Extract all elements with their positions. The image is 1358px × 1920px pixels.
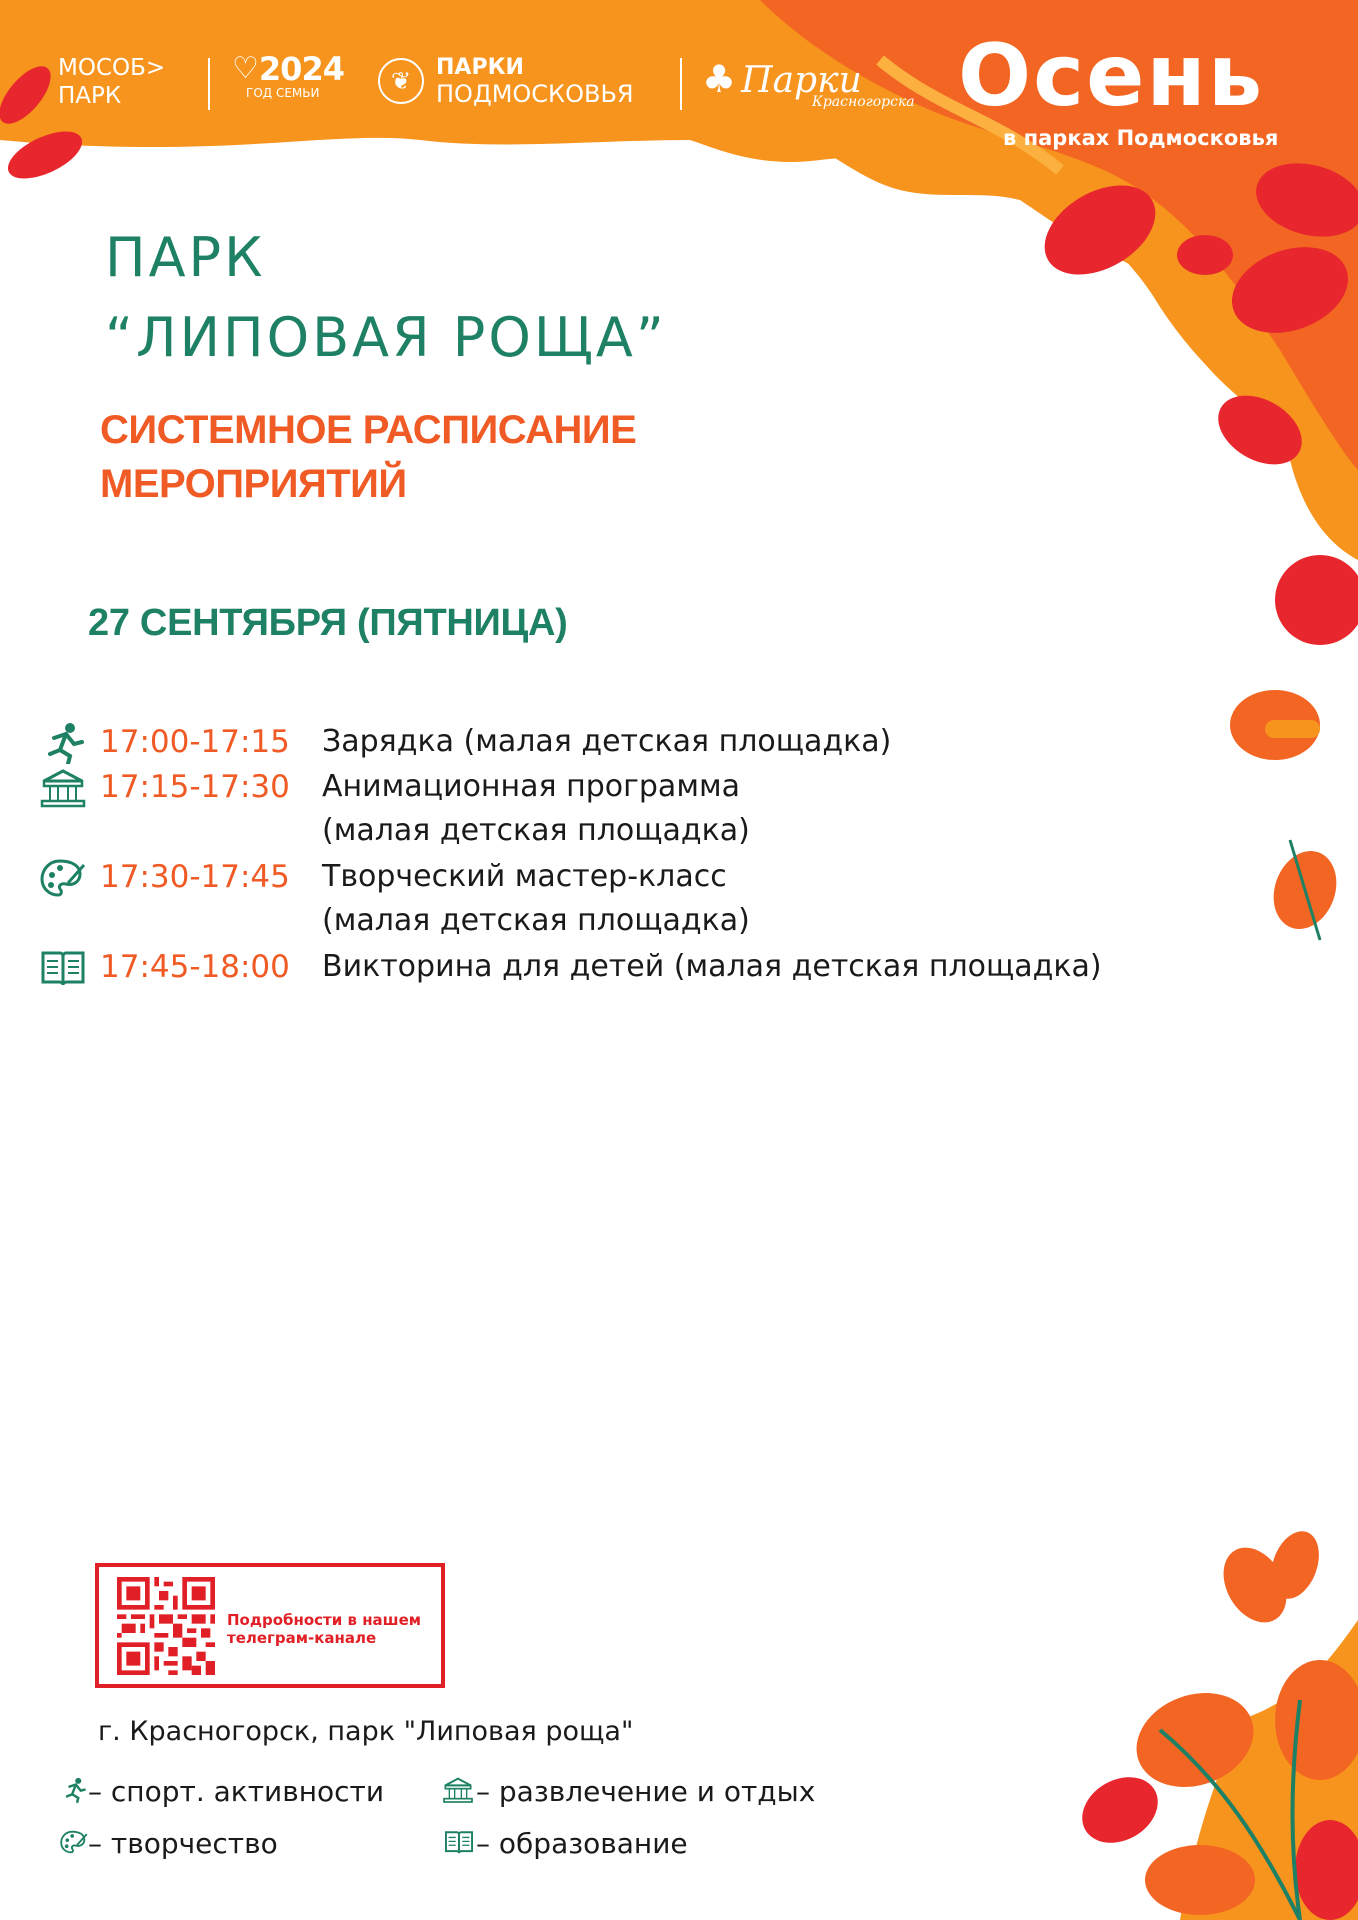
schedule-date: 27 СЕНТЯБРЯ (ПЯТНИЦА) bbox=[88, 602, 568, 644]
logo-main: Парки bbox=[741, 60, 862, 101]
event-title-line: (малая детская площадка) bbox=[322, 903, 750, 938]
legend-label: – спорт. активности bbox=[88, 1775, 385, 1808]
running-person-icon bbox=[40, 722, 86, 764]
logo-line: ПОДМОСКОВЬЯ bbox=[436, 80, 634, 108]
palette-icon bbox=[40, 857, 86, 899]
title-line: “ЛИПОВАЯ РОЩА” bbox=[105, 306, 667, 369]
legend-label: – творчество bbox=[88, 1827, 278, 1860]
qr-code[interactable] bbox=[113, 1577, 219, 1675]
legend-label: – образование bbox=[476, 1827, 688, 1860]
year-of-family-logo bbox=[232, 52, 344, 100]
page-title bbox=[105, 218, 667, 378]
autumn-festival-logo bbox=[958, 26, 1338, 150]
event-title-line: Анимационная программа bbox=[322, 769, 740, 804]
schedule-item bbox=[40, 945, 1240, 989]
event-title bbox=[322, 765, 750, 853]
schedule-item bbox=[40, 765, 1240, 853]
event-time: 17:00-17:15 bbox=[100, 724, 290, 760]
event-time: 17:45-18:00 bbox=[100, 949, 290, 985]
logo-sub: ГОД СЕМЬИ bbox=[246, 86, 320, 100]
palette-icon bbox=[60, 1828, 88, 1856]
carousel-icon bbox=[40, 767, 86, 809]
festival-title: Осень bbox=[958, 26, 1265, 126]
logo-year: 2024 bbox=[258, 50, 344, 88]
logo-line: ПАРКИ bbox=[436, 55, 524, 80]
title-line: ПАРК bbox=[105, 226, 266, 289]
event-title: Зарядка (малая детская площадка) bbox=[322, 724, 892, 759]
logo-line: МОСОБ> bbox=[58, 55, 166, 81]
mosoblpark-logo bbox=[58, 54, 165, 110]
legend-label: – развлечение и отдых bbox=[476, 1775, 816, 1808]
logo-sub: Красногорска bbox=[812, 94, 915, 110]
telegram-qr-block[interactable] bbox=[95, 1563, 445, 1688]
qr-caption-line: телеграм-канале bbox=[227, 1629, 377, 1647]
event-time: 17:15-17:30 bbox=[100, 769, 290, 805]
tree-icon: ♣ bbox=[702, 57, 737, 101]
running-person-icon bbox=[60, 1776, 88, 1804]
heart-icon: ♡ bbox=[232, 51, 259, 86]
event-title-line: Творческий мастер-класс bbox=[322, 859, 727, 894]
carousel-icon bbox=[442, 1776, 474, 1804]
address: г. Красногорск, парк "Липовая роща" bbox=[98, 1716, 634, 1747]
event-title bbox=[322, 855, 750, 943]
subtitle-line: СИСТЕМНОЕ РАСПИСАНИЕ bbox=[100, 408, 637, 452]
event-time: 17:30-17:45 bbox=[100, 859, 290, 895]
event-title-line: (малая детская площадка) bbox=[322, 813, 750, 848]
book-icon bbox=[40, 947, 86, 989]
page-subtitle bbox=[100, 403, 636, 511]
logo-line: ПАРК bbox=[58, 83, 122, 109]
schedule-item bbox=[40, 720, 1240, 764]
book-icon bbox=[444, 1828, 474, 1856]
festival-sub: в парках Подмосковья bbox=[1003, 126, 1279, 150]
parks-krasnogorsk-logo bbox=[702, 54, 915, 110]
qr-caption bbox=[227, 1611, 442, 1647]
subtitle-line: МЕРОПРИЯТИЙ bbox=[100, 462, 407, 506]
event-title: Викторина для детей (малая детская площадка) bbox=[322, 949, 1102, 984]
qr-caption-line: Подробности в нашем bbox=[227, 1611, 422, 1629]
schedule-item bbox=[40, 855, 1240, 943]
leaf-circle-icon: ❦ bbox=[378, 58, 424, 104]
